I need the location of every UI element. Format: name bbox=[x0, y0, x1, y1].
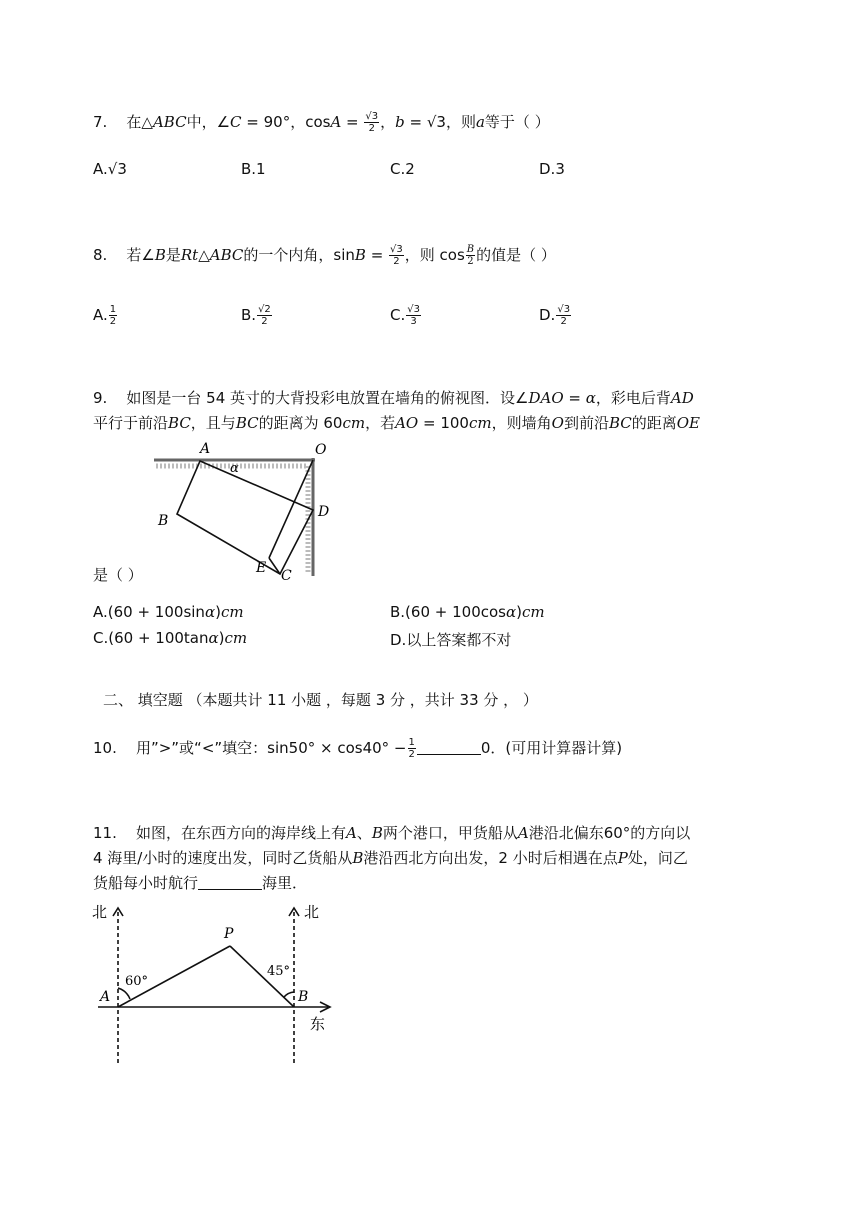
question-number: 11. bbox=[93, 824, 117, 842]
q8-text: 是 bbox=[165, 246, 181, 264]
answer-blank[interactable] bbox=[198, 875, 262, 890]
q8-option-a: A. $\frac{1}{2}$ bbox=[93, 304, 117, 327]
q11-var: A bbox=[517, 824, 529, 842]
label-angle-60: 60° bbox=[125, 974, 149, 989]
q9-text: ，彩电后背 bbox=[595, 389, 671, 407]
q7-var: b bbox=[395, 113, 405, 131]
label-east: 东 bbox=[310, 1015, 326, 1033]
q8-text: △ bbox=[198, 246, 210, 264]
label-p: P bbox=[224, 926, 234, 942]
q9-option-a: A.(60 + 100sinα)cm bbox=[93, 603, 244, 621]
q7-var: A bbox=[330, 113, 342, 131]
question-10 bbox=[93, 737, 622, 760]
question-11-line-3 bbox=[93, 873, 307, 893]
q9-var: BC bbox=[235, 414, 259, 432]
label-b: B bbox=[158, 513, 169, 529]
q8-var: ABC bbox=[209, 246, 244, 264]
angle-arc-b bbox=[284, 992, 294, 997]
q9-var: AD bbox=[670, 389, 694, 407]
q7-text: = √3，则 bbox=[404, 113, 476, 131]
answer-blank[interactable] bbox=[417, 740, 481, 755]
q9-text: ，则墙角 bbox=[491, 414, 552, 432]
fraction: $\frac{√3}{2}$ bbox=[390, 244, 403, 267]
q7-option-c: C.2 bbox=[390, 160, 415, 178]
question-9-line-3: 是（ ） bbox=[93, 566, 143, 584]
angle-arc-a bbox=[118, 988, 130, 999]
label-e: E bbox=[256, 560, 267, 576]
q9-text: 的距离 bbox=[631, 414, 677, 432]
q11-text: 4 海里/小时的速度出发，同时乙货船从 bbox=[93, 849, 353, 867]
label-north-left: 北 bbox=[92, 903, 108, 921]
q7-var: a bbox=[475, 113, 485, 131]
question-8 bbox=[93, 244, 556, 267]
q7-option-a: A.√3 bbox=[93, 160, 127, 178]
q7-text: = bbox=[341, 113, 364, 131]
q9-text: ，且与 bbox=[190, 414, 236, 432]
q9-text: 如图是一台 54 英寸的大背投彩电放置在墙角的俯视图．设∠ bbox=[126, 389, 529, 407]
q8-var: B bbox=[154, 246, 166, 264]
q9-option-c: C.(60 + 100tanα)cm bbox=[93, 629, 248, 647]
fraction: $\frac{√3}{2}$ bbox=[365, 111, 379, 134]
q7-text: ， bbox=[380, 113, 396, 131]
q7-var: C bbox=[230, 113, 242, 131]
q7-var: ABC bbox=[152, 113, 187, 131]
q9-text: = 100 bbox=[418, 414, 469, 432]
q7-text: 在△ bbox=[126, 113, 153, 131]
q8-option-b: B. $\frac{√2}{2}$ bbox=[241, 304, 271, 327]
q9-var: DAO bbox=[528, 389, 564, 407]
q9-var: O bbox=[551, 414, 564, 432]
q7-option-d: D.3 bbox=[539, 160, 565, 178]
q8-text: 若∠ bbox=[126, 246, 155, 264]
q8-text: 的一个内角，sin bbox=[243, 246, 355, 264]
ship-route-figure bbox=[90, 900, 350, 1070]
q8-option-d: D. $\frac{√3}{2}$ bbox=[539, 304, 571, 327]
q9-text: ，若 bbox=[365, 414, 396, 432]
question-number: 10. bbox=[93, 739, 117, 757]
q9-var: AO bbox=[395, 414, 419, 432]
q8-var: B bbox=[354, 246, 366, 264]
q8-text: = bbox=[365, 246, 389, 264]
q9-var: cm bbox=[342, 414, 366, 432]
q9-option-b: B.(60 + 100cosα)cm bbox=[390, 603, 545, 621]
q11-text: 、 bbox=[356, 824, 372, 842]
section-2-heading: 二、 填空题 （本题共计 11 小题 ，每题 3 分 ，共计 33 分 ， ） bbox=[103, 691, 538, 709]
q11-var: B bbox=[352, 849, 364, 867]
q7-text: 等于（ ） bbox=[484, 113, 550, 131]
q9-text: = bbox=[563, 389, 586, 407]
question-number: 9. bbox=[93, 389, 108, 407]
q11-text: 港沿西北方向出发，2 小时后相遇在点 bbox=[363, 849, 618, 867]
q8-option-c: C. $\frac{√3}{3}$ bbox=[390, 304, 420, 327]
q10-text: 用”>”或“<”填空：sin50° × cos40° − bbox=[135, 739, 407, 757]
q9-text: 到前沿 bbox=[563, 414, 609, 432]
question-11-line-1 bbox=[93, 823, 690, 843]
label-angle-45: 45° bbox=[267, 964, 291, 979]
q11-text: 港沿北偏东60°的方向以 bbox=[528, 824, 691, 842]
q7-text: 中，∠ bbox=[186, 113, 231, 131]
q8-text: 的值是（ ） bbox=[476, 246, 556, 264]
q11-text: 如图，在东西方向的海岸线上有 bbox=[135, 824, 346, 842]
question-number: 8. bbox=[93, 246, 108, 264]
q11-var: P bbox=[617, 849, 628, 867]
fraction: $\frac{1}{2}$ bbox=[408, 737, 415, 760]
q9-text: 的距离为 60 bbox=[258, 414, 343, 432]
q10-text: 0．(可用计算器计算) bbox=[480, 739, 623, 757]
label-c: C bbox=[281, 568, 292, 584]
q7-option-b: B.1 bbox=[241, 160, 266, 178]
q11-text: 货船每小时航行 bbox=[93, 874, 199, 892]
label-d: D bbox=[318, 504, 330, 520]
question-7 bbox=[93, 111, 550, 134]
label-north-right: 北 bbox=[304, 903, 320, 921]
question-number: 7. bbox=[93, 113, 108, 131]
label-alpha: α bbox=[230, 461, 239, 476]
tv-corner-figure bbox=[150, 436, 340, 584]
q8-text: ，则 cos bbox=[404, 246, 465, 264]
q8-var: Rt bbox=[180, 246, 199, 264]
question-11-line-2 bbox=[93, 848, 688, 868]
fraction: $\frac{B}{2}$ bbox=[466, 244, 475, 267]
q7-text: = 90°，cos bbox=[241, 113, 331, 131]
question-9-line-2 bbox=[93, 413, 700, 433]
q9-var: BC bbox=[168, 414, 191, 432]
q9-var: α bbox=[585, 389, 596, 407]
q9-var: BC bbox=[608, 414, 632, 432]
q9-var: OE bbox=[676, 414, 700, 432]
q11-var: A bbox=[345, 824, 357, 842]
q9-var: cm bbox=[468, 414, 492, 432]
q11-text: 两个港口，甲货船从 bbox=[382, 824, 518, 842]
q11-text: 处，问乙 bbox=[627, 849, 688, 867]
label-a: A bbox=[200, 441, 211, 457]
q9-option-d: D.以上答案都不对 bbox=[390, 631, 512, 649]
label-a: A bbox=[100, 989, 111, 1005]
label-o: O bbox=[315, 442, 327, 458]
question-9-line-1 bbox=[93, 388, 694, 408]
q9-text: 平行于前沿 bbox=[93, 414, 169, 432]
q11-var: B bbox=[371, 824, 383, 842]
tv-rectangle bbox=[177, 460, 313, 574]
label-b: B bbox=[298, 989, 309, 1005]
q11-text: 海里． bbox=[262, 874, 308, 892]
